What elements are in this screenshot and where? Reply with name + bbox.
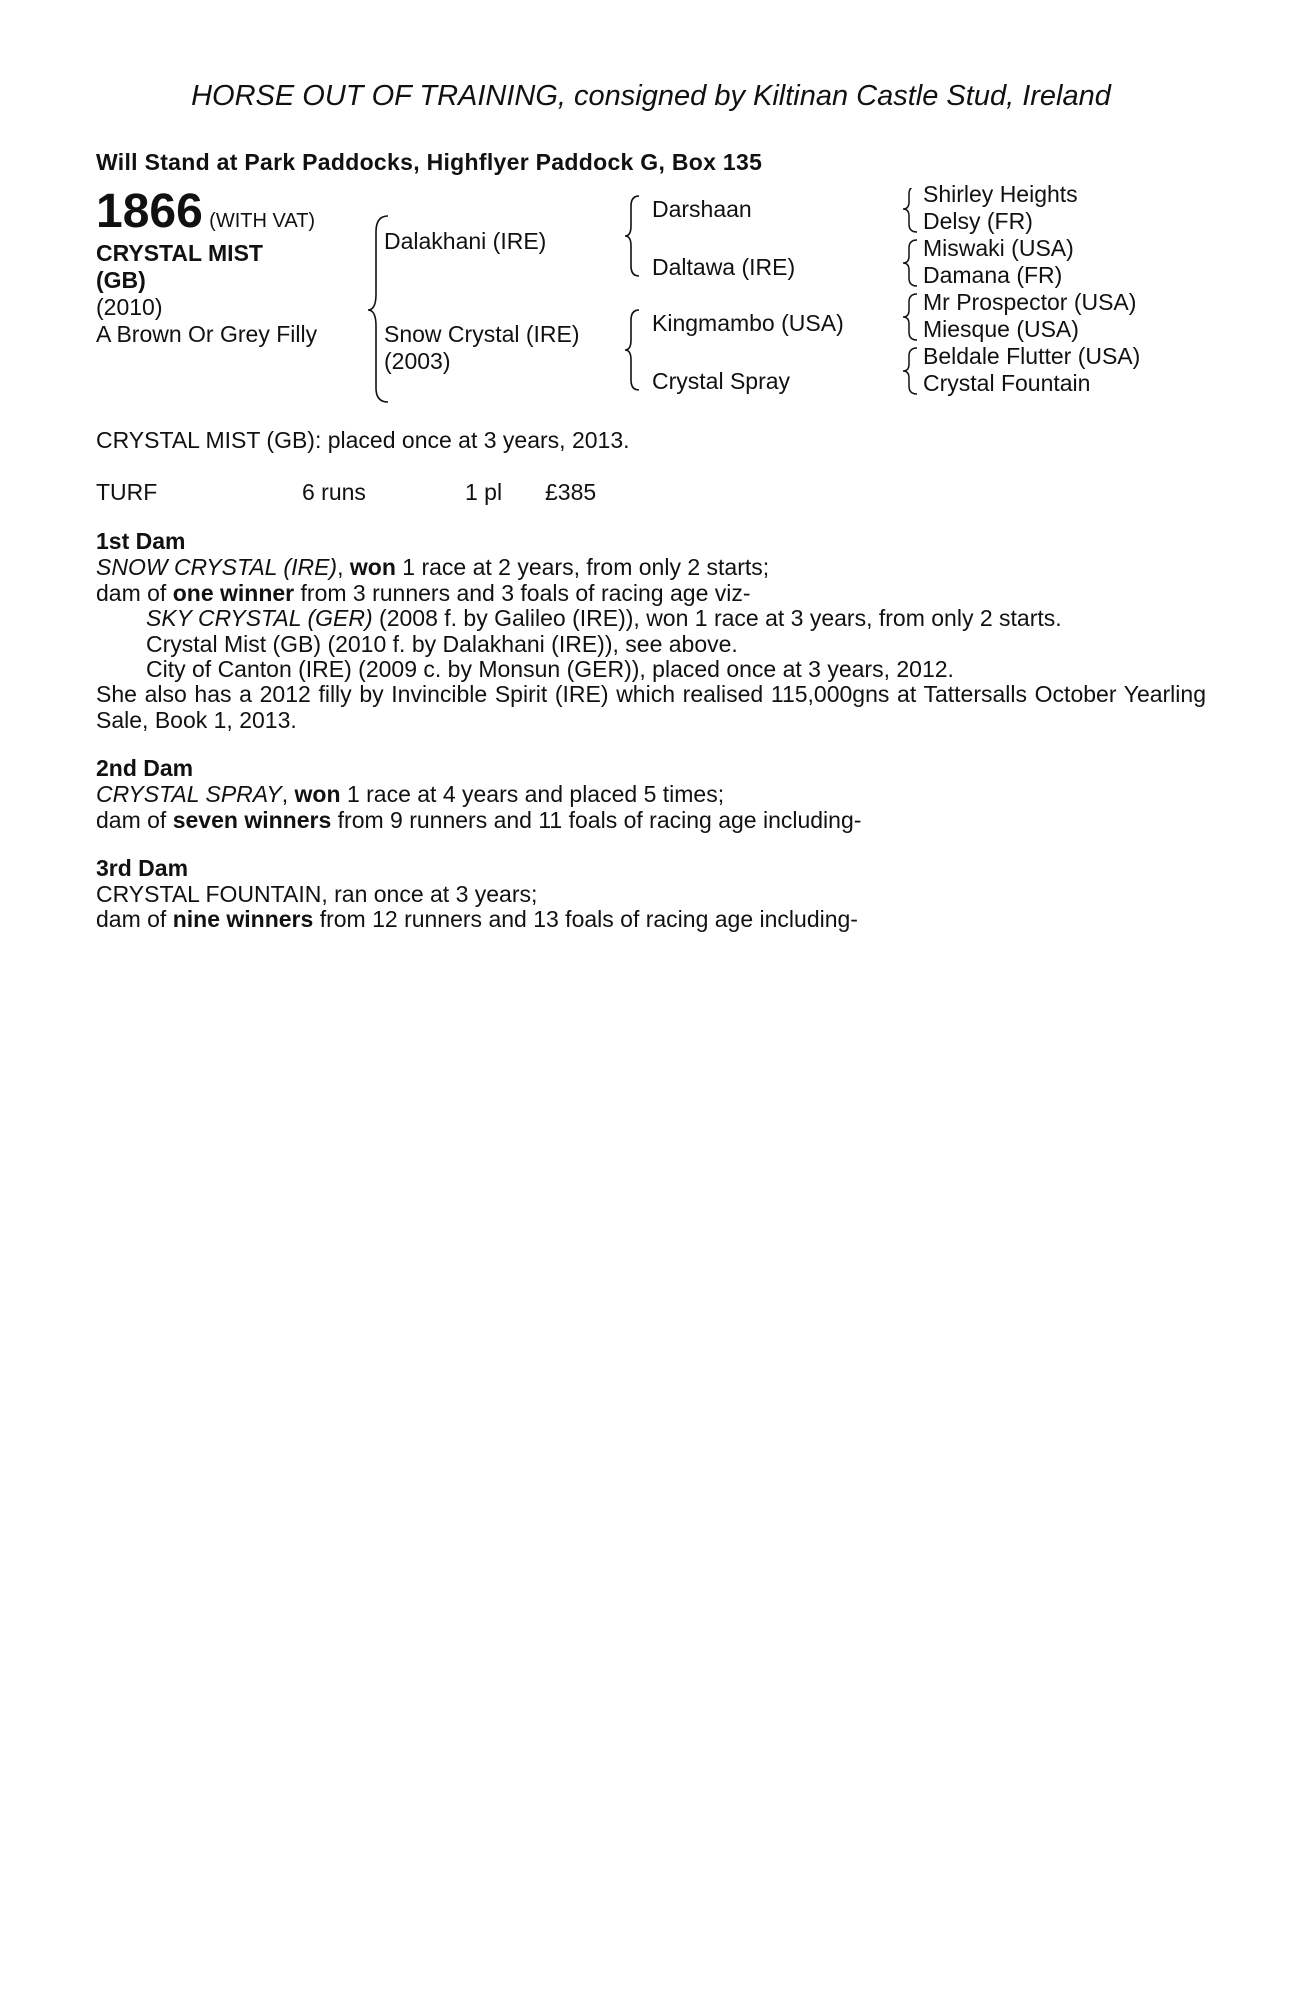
produce-item: City of Canton (IRE) (2009 c. by Monsun (GER)), placed once at 3 years, 2012. [146, 656, 954, 683]
third-dam-line: CRYSTAL FOUNTAIN, ran once at 3 years; [96, 881, 538, 908]
ggs-4: Damana (FR) [923, 262, 1063, 288]
sire-sire: Darshaan [652, 196, 752, 222]
produce-note: She also has a 2012 filly by Invincible Spirit (IRE) which realised 115,000gns at Tattersalls October Yearling Sale, Book 1, 2013. [96, 681, 1206, 733]
second-dam-title: 2nd Dam [96, 755, 194, 782]
lot-number: 1866 [96, 185, 203, 238]
ggs-6: Miesque (USA) [923, 316, 1079, 342]
big-brace-icon [366, 188, 396, 428]
first-dam-line: SNOW CRYSTAL (IRE), won 1 race at 2 years, from only 2 starts; [96, 554, 770, 581]
second-dam-produce-summary: dam of seven winners from 9 runners and 11 foals of racing age including- [96, 806, 862, 833]
stand-location: Will Stand at Park Paddocks, Highflyer Paddock G, Box 135 [96, 149, 763, 175]
ggs-7: Beldale Flutter (USA) [923, 343, 1141, 369]
record-earnings: £385 [545, 479, 597, 506]
horse-country: (GB) [96, 267, 146, 293]
brace-small-icon [901, 188, 923, 428]
dam-dam: Crystal Spray [652, 368, 791, 394]
record-runs: 6 runs [302, 479, 366, 506]
horse-description: A Brown Or Grey Filly [96, 321, 318, 347]
ggs-1: Shirley Heights [923, 181, 1078, 207]
dam: Snow Crystal (IRE) [384, 321, 580, 347]
first-dam-title: 1st Dam [96, 528, 186, 555]
third-dam-produce-summary: dam of nine winners from 12 runners and 13 foals of racing age including- [96, 906, 858, 933]
third-dam-title: 3rd Dam [96, 855, 189, 882]
first-dam-produce-summary: dam of one winner from 3 runners and 3 foals of racing age viz- [96, 579, 751, 606]
ggs-2: Delsy (FR) [923, 208, 1033, 234]
vat-note: (WITH VAT) [209, 210, 316, 232]
produce-item: SKY CRYSTAL (GER) (2008 f. by Galileo (IRE)), won 1 race at 3 years, from only 2 starts. [146, 605, 1062, 632]
catalogue-page [96, 80, 1206, 933]
page-header: HORSE OUT OF TRAINING, consigned by Kiltinan Castle Stud, Ireland [191, 80, 1111, 112]
brace-icon [623, 188, 645, 428]
sire: Dalakhani (IRE) [384, 228, 547, 254]
produce-item: Crystal Mist (GB) (2010 f. by Dalakhani (IRE)), see above. [146, 630, 738, 657]
race-summary: CRYSTAL MIST (GB): placed once at 3 years, 2013. [96, 427, 630, 453]
dam-year: (2003) [384, 348, 451, 374]
foaling-year: (2010) [96, 294, 163, 320]
second-dam-line: CRYSTAL SPRAY, won 1 race at 4 years and placed 5 times; [96, 781, 725, 808]
ggs-8: Crystal Fountain [923, 370, 1091, 396]
lot-heading [96, 185, 316, 238]
horse-name: CRYSTAL MIST [96, 240, 263, 266]
pedigree-table [96, 181, 1206, 428]
race-record [96, 479, 1206, 506]
dam-sire: Kingmambo (USA) [652, 310, 844, 336]
sire-dam: Daltawa (IRE) [652, 254, 796, 280]
ggs-5: Mr Prospector (USA) [923, 289, 1137, 315]
record-surface: TURF [96, 479, 158, 506]
record-placed: 1 pl [465, 479, 503, 506]
ggs-3: Miswaki (USA) [923, 235, 1074, 261]
